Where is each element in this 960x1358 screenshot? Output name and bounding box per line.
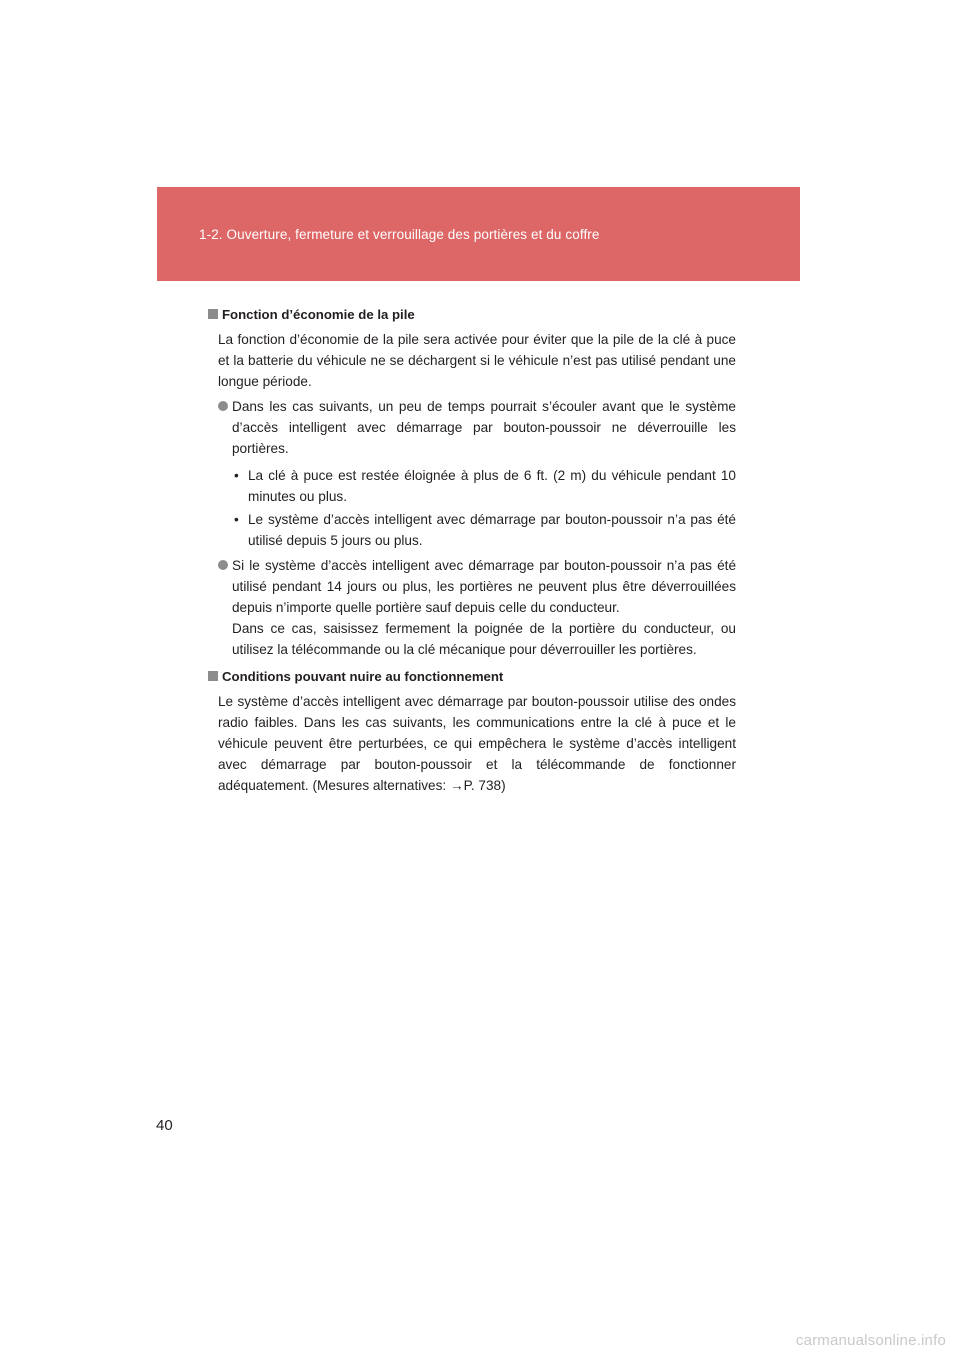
sub-list-item	[232, 509, 736, 551]
chapter-header-band	[157, 187, 800, 281]
section-heading-conditions	[208, 666, 736, 687]
sub-list	[232, 465, 736, 551]
sub-item-text: La clé à puce est restée éloignée à plus de 6 ft. (2 m) du véhicule pendant 10 minutes ou plus.	[248, 468, 736, 504]
circle-bullet-icon	[218, 560, 228, 570]
sub-list-item	[232, 465, 736, 507]
list-item	[218, 396, 736, 459]
page-number: 40	[156, 1117, 173, 1134]
dot-bullet-icon: •	[234, 512, 239, 527]
chapter-title: 1-2. Ouverture, fermeture et verrouillage des portières et du coffre	[199, 227, 600, 242]
square-icon	[208, 309, 218, 319]
bullet-text: Dans les cas suivants, un peu de temps pourrait s’écouler avant que le système d’accès intelligent avec démarrage par bouton-poussoir ne déverrouille les portières.	[232, 399, 736, 456]
bullet-text: Si le système d’accès intelligent avec démarrage par bouton-poussoir n’a pas été utilisé pendant 14 jours ou plus, les portières ne peuvent plus être déverrouillées depuis n’importe quelle portière sauf depuis celle du conducteur.	[232, 558, 736, 615]
list-item	[218, 555, 736, 660]
dot-bullet-icon: •	[234, 468, 239, 483]
square-icon	[208, 671, 218, 681]
section-heading-text: Conditions pouvant nuire au fonctionnement	[222, 669, 504, 684]
section-intro: Le système d’accès intelligent avec démarrage par bouton-poussoir utilise des ondes radio faibles. Dans les cas suivants, les communications entre la clé à puce et le véhicule peuvent être perturbées, ce qui empêchera le système d’accès intelligent avec démarrage par bouton-poussoir et la télécommande de fonctionner adéquatement. (Mesures alternatives: →P. 738)	[218, 694, 736, 793]
sub-item-text: Le système d’accès intelligent avec démarrage par bouton-poussoir n’a pas été utilisé depuis 5 jours ou plus.	[248, 512, 736, 548]
bullet-text-continued: Dans ce cas, saisissez fermement la poignée de la portière du conducteur, ou utilisez la télécommande ou la clé mécanique pour déverrouiller les portières.	[232, 621, 736, 657]
circle-bullet-icon	[218, 401, 228, 411]
watermark: carmanualsonline.info	[795, 1332, 946, 1349]
page-content	[208, 304, 736, 800]
section-heading-battery-saving	[208, 304, 736, 325]
section-heading-text: Fonction d’économie de la pile	[222, 307, 415, 322]
section-intro: La fonction d’économie de la pile sera activée pour éviter que la pile de la clé à puce et la batterie du véhicule ne se déchargent si le véhicule n’est pas utilisé pendant une longue période.	[218, 332, 736, 389]
